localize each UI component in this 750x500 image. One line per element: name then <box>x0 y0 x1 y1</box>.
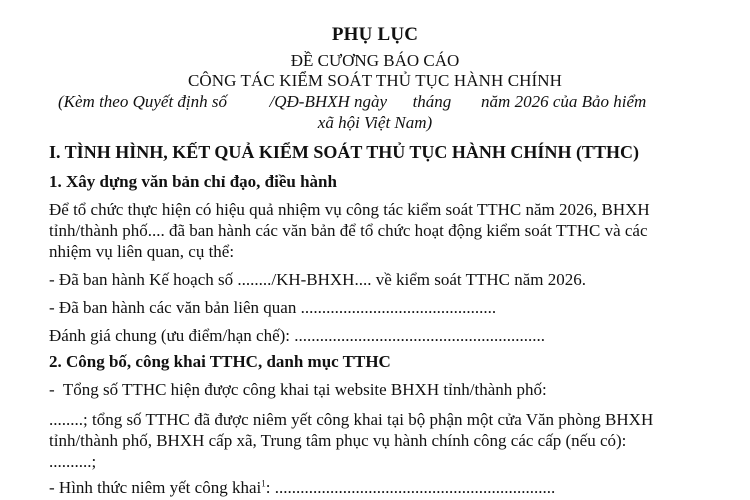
posted-procedures-line: tỉnh/thành phố, BHXH cấp xã, Trung tâm phục vụ hành chính công các cấp (nếu có): <box>49 431 627 450</box>
report-topic-subtitle: CÔNG TÁC KIỂM SOÁT THỦ TỤC HÀNH CHÍNH <box>187 71 563 90</box>
subsection-2-heading: 2. Công bố, công khai TTHC, danh mục TTHC <box>49 352 391 371</box>
decision-note-line-1: (Kèm theo Quyết định số /QĐ-BHXH ngày tháng năm 2026 của Bảo hiểm <box>58 92 647 111</box>
plan-issued-bullet: - Đã ban hành Kế hoạch số ......../KH-BHXH.... về kiểm soát TTHC năm 2026. <box>49 270 586 289</box>
related-documents-bullet: - Đã ban hành các văn bản liên quan .............................................. <box>49 298 497 317</box>
subsection-1-heading: 1. Xây dựng văn bản chỉ đạo, điều hành <box>49 172 337 191</box>
section-1-heading: I. TÌNH HÌNH, KẾT QUẢ KIỂM SOÁT THỦ TỤC HÀNH CHÍNH (TTHC) <box>49 142 639 162</box>
subsection-1-paragraph-line: Để tổ chức thực hiện có hiệu quả nhiệm vụ công tác kiểm soát TTHC năm 2026, BHXH <box>49 200 650 219</box>
report-outline-subtitle: ĐỀ CƯƠNG BÁO CÁO <box>290 51 460 70</box>
appendix-title: PHỤ LỤC <box>331 24 419 45</box>
posting-form-label: - Hình thức niêm yết công khai <box>49 478 262 497</box>
subsection-1-paragraph-line: tỉnh/thành phố.... đã ban hành các văn bản để tổ chức hoạt động kiểm soát TTHC và các <box>49 221 648 240</box>
footnote-marker[interactable]: 1 <box>261 478 266 489</box>
subsection-1-paragraph-line: nhiệm vụ liên quan, cụ thể: <box>49 242 235 261</box>
posting-form-blank: : .................................................................. <box>265 478 556 497</box>
public-procedures-count-line: - Tổng số TTHC hiện được công khai tại website BHXH tỉnh/thành phố: <box>49 380 547 399</box>
decision-note-line-2: xã hội Việt Nam) <box>317 113 433 132</box>
posted-procedures-line: ........; tổng số TTHC đã được niêm yết công khai tại bộ phận một cửa Văn phòng BHXH <box>49 410 654 429</box>
posting-form-line <box>49 478 555 498</box>
general-assessment-line: Đánh giá chung (ưu điểm/hạn chế): ........................................................... <box>49 326 545 345</box>
posted-procedures-line: ..........; <box>49 452 97 471</box>
